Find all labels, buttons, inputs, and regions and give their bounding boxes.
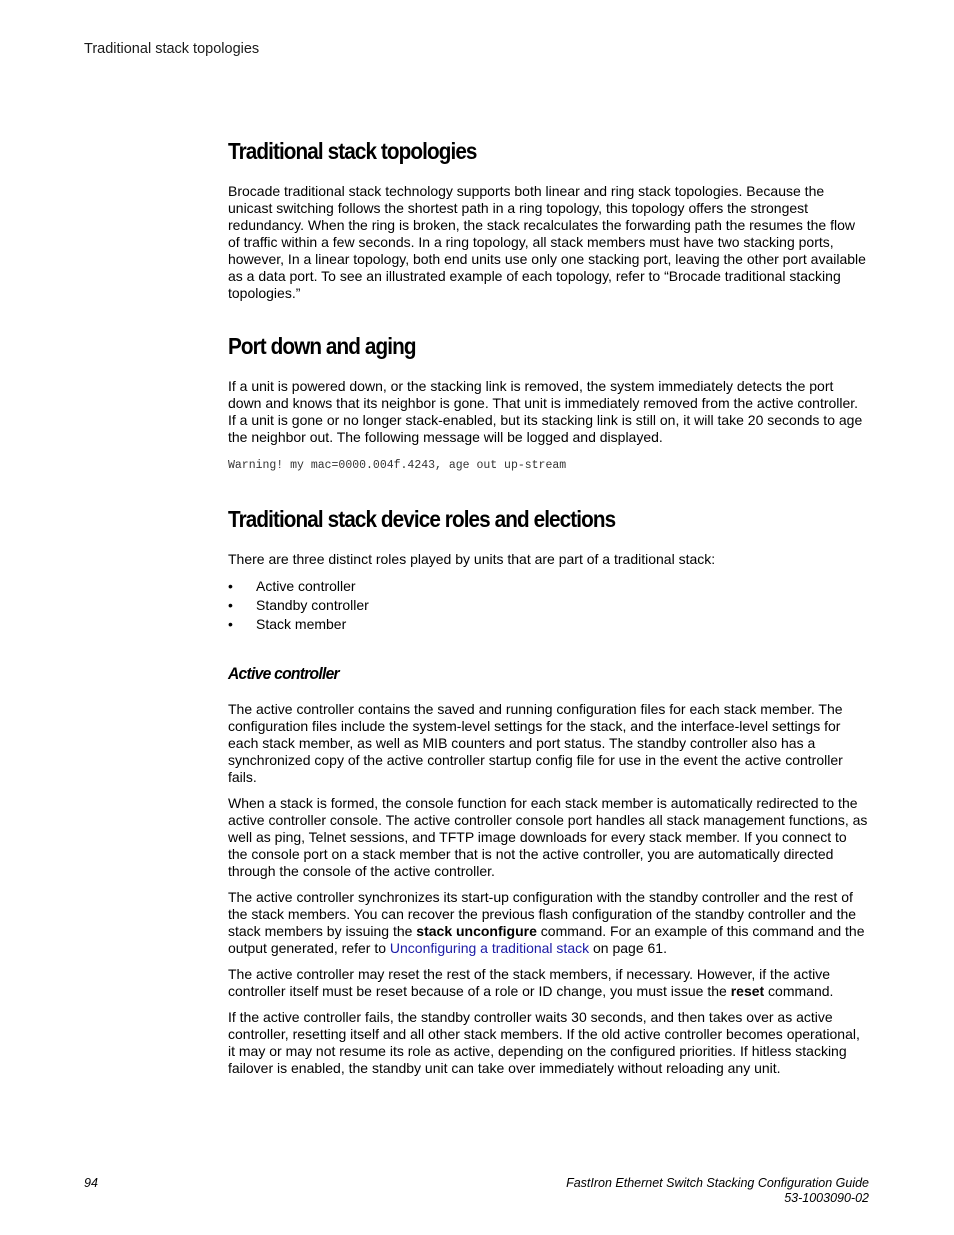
- list-item: • Standby controller: [228, 597, 369, 613]
- paragraph: When a stack is formed, the console function for each stack member is automatically redirected to the active controller console. The active controller console port handles all stack management functions, as well as ping, Telnet sessions, and TFTP image downloads for every stack member. If you connect to the console port on a stack member that is not the active controller, you are automatically directed through the console of the active controller.: [228, 795, 868, 879]
- footer-doc-title: FastIron Ethernet Switch Stacking Configuration Guide: [566, 1176, 869, 1190]
- command-stack-unconfigure: stack unconfigure: [416, 923, 537, 939]
- bullet-icon: •: [228, 578, 233, 594]
- command-reset: reset: [730, 983, 765, 999]
- paragraph: If a unit is powered down, or the stacking link is removed, the system immediately detects the port down and knows that its neighbor is gone. That unit is immediately removed from the active controller. If a unit is gone or no longer stack-enabled, but its stacking link is still on, it will take 20 seconds to age the neighbor out. The following message will be logged and displayed.: [228, 378, 863, 445]
- paragraph: Brocade traditional stack technology supports both linear and ring stack topologies. Because the unicast switching follows the shortest path in a ring topology, this topology offers the strongest redundancy. When the ring is broken, the stack recalculates the forwarding path the resumes the flow of traffic within a few seconds. In a ring topology, all stack members must have two stacking ports, however, In a linear topology, both end units use only one stacking port, leaving the other port available as a data port. To see an illustrated example of each topology, refer to “Brocade traditional stacking topologies.”: [228, 183, 866, 301]
- paragraph: The active controller synchronizes its start-up configuration with the standby controller and the rest of the stack members. You can recover the previous flash configuration of the standby controller and the stack members by issuing the stack unconfigure command. For an example of this command and the output generated, refer to Unconfiguring a traditional stack on page 61.: [228, 889, 865, 956]
- list-item: • Active controller: [228, 578, 356, 594]
- section-port-down: [228, 333, 868, 472]
- section-topologies: [228, 138, 868, 302]
- roles-list: [228, 577, 868, 634]
- paragraph: There are three distinct roles played by units that are part of a traditional stack:: [228, 551, 716, 567]
- section-active-controller: [228, 664, 868, 1077]
- bullet-icon: •: [228, 597, 233, 613]
- link-unconfiguring-traditional-stack[interactable]: Unconfiguring a traditional stack: [389, 940, 590, 956]
- paragraph: The active controller contains the saved and running configuration files for each stack member. The configuration files include the system-level settings for the stack, and the interface-level settings for each stack member, as well as MIB counters and port status. The standby controller also has a synchronized copy of the active controller startup config file for use in the event the active controller fails.: [228, 701, 843, 785]
- bullet-icon: •: [228, 616, 233, 632]
- heading-active-controller: Active controller: [228, 664, 339, 683]
- footer-doc-info: [566, 1176, 869, 1206]
- code-sample: Warning! my mac=0000.004f.4243, age out up-stream: [228, 459, 567, 472]
- running-header: Traditional stack topologies: [84, 41, 260, 57]
- paragraph: If the active controller fails, the standby controller waits 30 seconds, and then takes over as active controller, resetting itself and all other stack members. If the old active controller becomes operational, it may or may not resume its role as active, depending on the configured priorities. If hitless stacking failover is enabled, the standby unit can take over immediately without reloading any unit.: [228, 1009, 860, 1076]
- paragraph: The active controller may reset the rest of the stack members, if necessary. However, if the active controller itself must be reset because of a role or ID change, you must issue the reset command.: [228, 966, 834, 999]
- page-number: 94: [84, 1176, 98, 1190]
- page-content: [228, 138, 868, 1086]
- heading-port-down: Port down and aging: [228, 333, 416, 359]
- heading-roles: Traditional stack device roles and elections: [228, 506, 616, 532]
- heading-topologies: Traditional stack topologies: [228, 138, 477, 164]
- list-item: • Stack member: [228, 616, 347, 632]
- section-roles: [228, 506, 868, 634]
- footer-doc-number: 53-1003090-02: [784, 1191, 869, 1205]
